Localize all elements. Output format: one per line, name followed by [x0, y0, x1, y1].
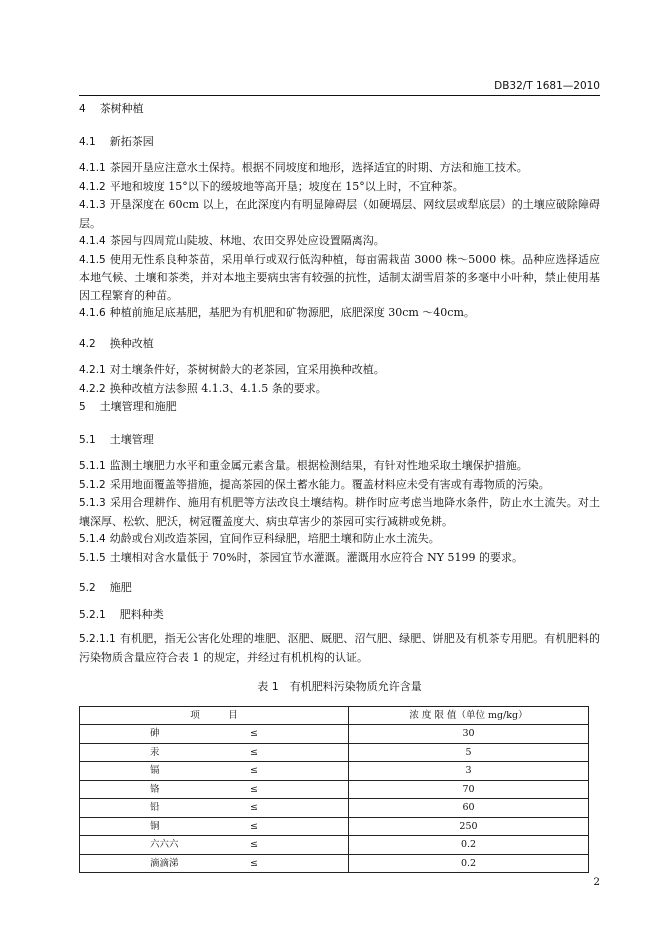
clause-text: 茶园开垦应注意水土保持。根据不同坡度和地形，选择适宜的时期、方法和施工技术。: [109, 161, 528, 174]
clause-text: 种植前施足底基肥，基肥为有机肥和矿物源肥，底肥深度 30cm ～40cm。: [109, 306, 475, 319]
limit-value-cell: 3: [349, 762, 589, 781]
section-number: 5: [79, 401, 86, 413]
table-header-value: 浓 度 限 值（单位 mg/kg）: [349, 706, 589, 725]
item-cell: [80, 743, 349, 762]
section-number: 4.1.1: [79, 162, 106, 174]
clause-text: 采用合理耕作、施用有机肥等方法改良土壤结构。耕作时应考虑当地降水条件，防止水土流失。对土壤深厚、松软、肥沃，树冠覆盖度大、病虫草害少的茶园可实行减耕或免耕。: [79, 496, 600, 528]
section-heading: [79, 335, 600, 354]
clause-text: 换种改植方法参照 4.1.3、4.1.5 条的要求。: [109, 381, 327, 395]
clause-paragraph: [79, 494, 600, 530]
clause-paragraph: [79, 361, 600, 380]
pollutant-name: 铅: [150, 802, 160, 813]
section-number: 4: [79, 103, 86, 115]
comparison-symbol: ≤: [250, 765, 258, 776]
comparison-symbol: ≤: [250, 783, 258, 795]
pollutant-name: 铬: [150, 783, 160, 795]
section-heading: [79, 398, 600, 417]
comparison-symbol: ≤: [250, 728, 258, 739]
section-number: 4.1.6: [79, 307, 106, 319]
pollutant-name: 滴滴涕: [150, 857, 179, 869]
table-row: [80, 743, 589, 762]
clause-paragraph: [79, 549, 600, 568]
heading-title: 茶树种植: [99, 102, 144, 115]
clause-text: 茶园与四周荒山陡坡、林地、农田交界处应设置隔离沟。: [109, 234, 385, 247]
item-cell: [80, 780, 349, 799]
limit-value-cell: 70: [349, 780, 589, 799]
section-number: 5.2.1: [79, 608, 106, 621]
clause-text: 平地和坡度 15°以下的缓坡地等高开垦；坡度在 15°以上时，不宜种茶。: [109, 179, 464, 193]
section-number: 5.1.3: [79, 497, 106, 509]
section-number: 5.1.1: [79, 460, 106, 472]
section-number: 4.1.5: [79, 253, 106, 266]
clause-paragraph: [79, 196, 600, 232]
section-heading: [79, 579, 600, 598]
limit-value-cell: 0.2: [349, 836, 589, 855]
pollutant-limits-table: [79, 706, 589, 874]
limit-value-cell: 5: [349, 743, 589, 762]
table-row: [80, 836, 589, 855]
comparison-symbol: ≤: [250, 820, 258, 832]
comparison-symbol: ≤: [250, 802, 258, 813]
item-cell: [80, 836, 349, 855]
document-body: [79, 100, 600, 873]
table-row: [80, 725, 589, 744]
clause-paragraph: [79, 476, 600, 495]
clause-text: 有机肥，指无公害化处理的堆肥、沤肥、厩肥、沼气肥、绿肥、饼肥及有机茶专用肥。有机肥料的污染物质含量应符合表 1 的规定，并经过有机机构的认证。: [79, 632, 600, 664]
section-number: 4.1.2: [79, 180, 106, 193]
item-cell: [80, 799, 349, 818]
heading-title: 新拓茶园: [109, 134, 154, 148]
comparison-symbol: ≤: [250, 857, 258, 869]
pollutant-name: 六六六: [150, 839, 179, 850]
table-row: [80, 817, 589, 836]
clause-text: 幼龄或台刈改造茶园，宜间作豆科绿肥，培肥土壤和防止水土流失。: [109, 532, 440, 545]
section-heading: [79, 431, 600, 450]
section-number: 5.1: [79, 433, 96, 446]
clause-text: 使用无性系良种茶苗，采用单行或双行低沟种植，每亩需栽苗 3000 株～5000 株。品种应选择适应本地气候、土壤和茶类，并对本地主要病虫害有较强的抗性，适制太湖雪眉茶的多毫中小叶种，禁止使用基因工程繁育的种苗。: [79, 252, 600, 302]
comparison-symbol: ≤: [250, 746, 258, 758]
limit-value-cell: 30: [349, 725, 589, 744]
clause-paragraph: [79, 530, 600, 549]
table-row: [80, 799, 589, 818]
clause-paragraph: [79, 251, 600, 305]
section-heading: [79, 606, 600, 625]
clause-text: 土壤相对含水量低于 70%时，茶园宜节水灌溉。灌溉用水应符合 NY 5199 的要求。: [109, 550, 524, 564]
section-number: 4.1: [79, 135, 96, 148]
clause-paragraph: [79, 159, 600, 178]
clause-paragraph: [79, 178, 600, 197]
heading-title: 土壤管理和施肥: [99, 400, 177, 413]
pollutant-name: 铜: [150, 820, 160, 832]
clause-paragraph: [79, 630, 600, 666]
table-row: [80, 780, 589, 799]
section-heading: [79, 133, 600, 152]
clause-text: 开垦深度在 60cm 以上，在此深度内有明显障碍层（如硬塥层、网纹层或犁底层）的土壤应破除障碍层。: [79, 198, 600, 230]
heading-title: 换种改植: [109, 336, 154, 350]
heading-title: 施肥: [109, 581, 132, 594]
limit-value-cell: 0.2: [349, 854, 589, 873]
comparison-symbol: ≤: [250, 839, 258, 850]
section-number: 4.1.4: [79, 235, 106, 247]
table-caption: 表 1 有机肥料污染物质允许含量: [257, 680, 422, 693]
item-cell: [80, 725, 349, 744]
clause-paragraph: [79, 304, 600, 323]
heading-title: 土壤管理: [109, 432, 154, 446]
item-cell: [80, 817, 349, 836]
page-number: 2: [593, 876, 600, 888]
section-number: 4.2.2: [79, 382, 106, 395]
section-number: 4.1.3: [79, 199, 106, 211]
section-number: 5.2: [79, 582, 96, 594]
clause-paragraph: [79, 380, 600, 399]
section-heading: [79, 100, 600, 119]
item-cell: [80, 762, 349, 781]
pollutant-name: 汞: [150, 746, 160, 758]
clause-paragraph: [79, 457, 600, 476]
section-number: 4.2.1: [79, 364, 106, 376]
section-number: 4.2: [79, 337, 96, 350]
header-rule: [79, 95, 600, 96]
limit-value-cell: 60: [349, 799, 589, 818]
pollutant-name: 砷: [150, 728, 160, 739]
heading-title: 肥料种类: [119, 607, 164, 621]
sections-container: [79, 100, 600, 666]
clause-text: 采用地面覆盖等措施，提高茶园的保土蓄水能力。覆盖材料应未受有害或有毒物质的污染。: [109, 477, 550, 491]
section-number: 5.1.2: [79, 478, 106, 491]
pollutant-name: 镉: [150, 765, 160, 776]
clause-text: 对土壤条件好，茶树树龄大的老茶园，宜采用换种改植。: [109, 363, 385, 376]
limit-value-cell: 250: [349, 817, 589, 836]
section-number: 5.1.4: [79, 533, 106, 545]
table-header-row: [80, 706, 589, 725]
section-number: 5.1.5: [79, 551, 106, 564]
item-cell: [80, 854, 349, 873]
section-number: 5.2.1.1: [79, 633, 116, 645]
table-header-item: 项 目: [80, 706, 349, 725]
table-row: [80, 762, 589, 781]
clause-paragraph: [79, 232, 600, 251]
table-row: [80, 854, 589, 873]
clause-text: 监测土壤肥力水平和重金属元素含量。根据检测结果，有针对性地采取土壤保护措施。: [109, 459, 528, 472]
standard-code: DB32/T 1681—2010: [494, 80, 600, 92]
